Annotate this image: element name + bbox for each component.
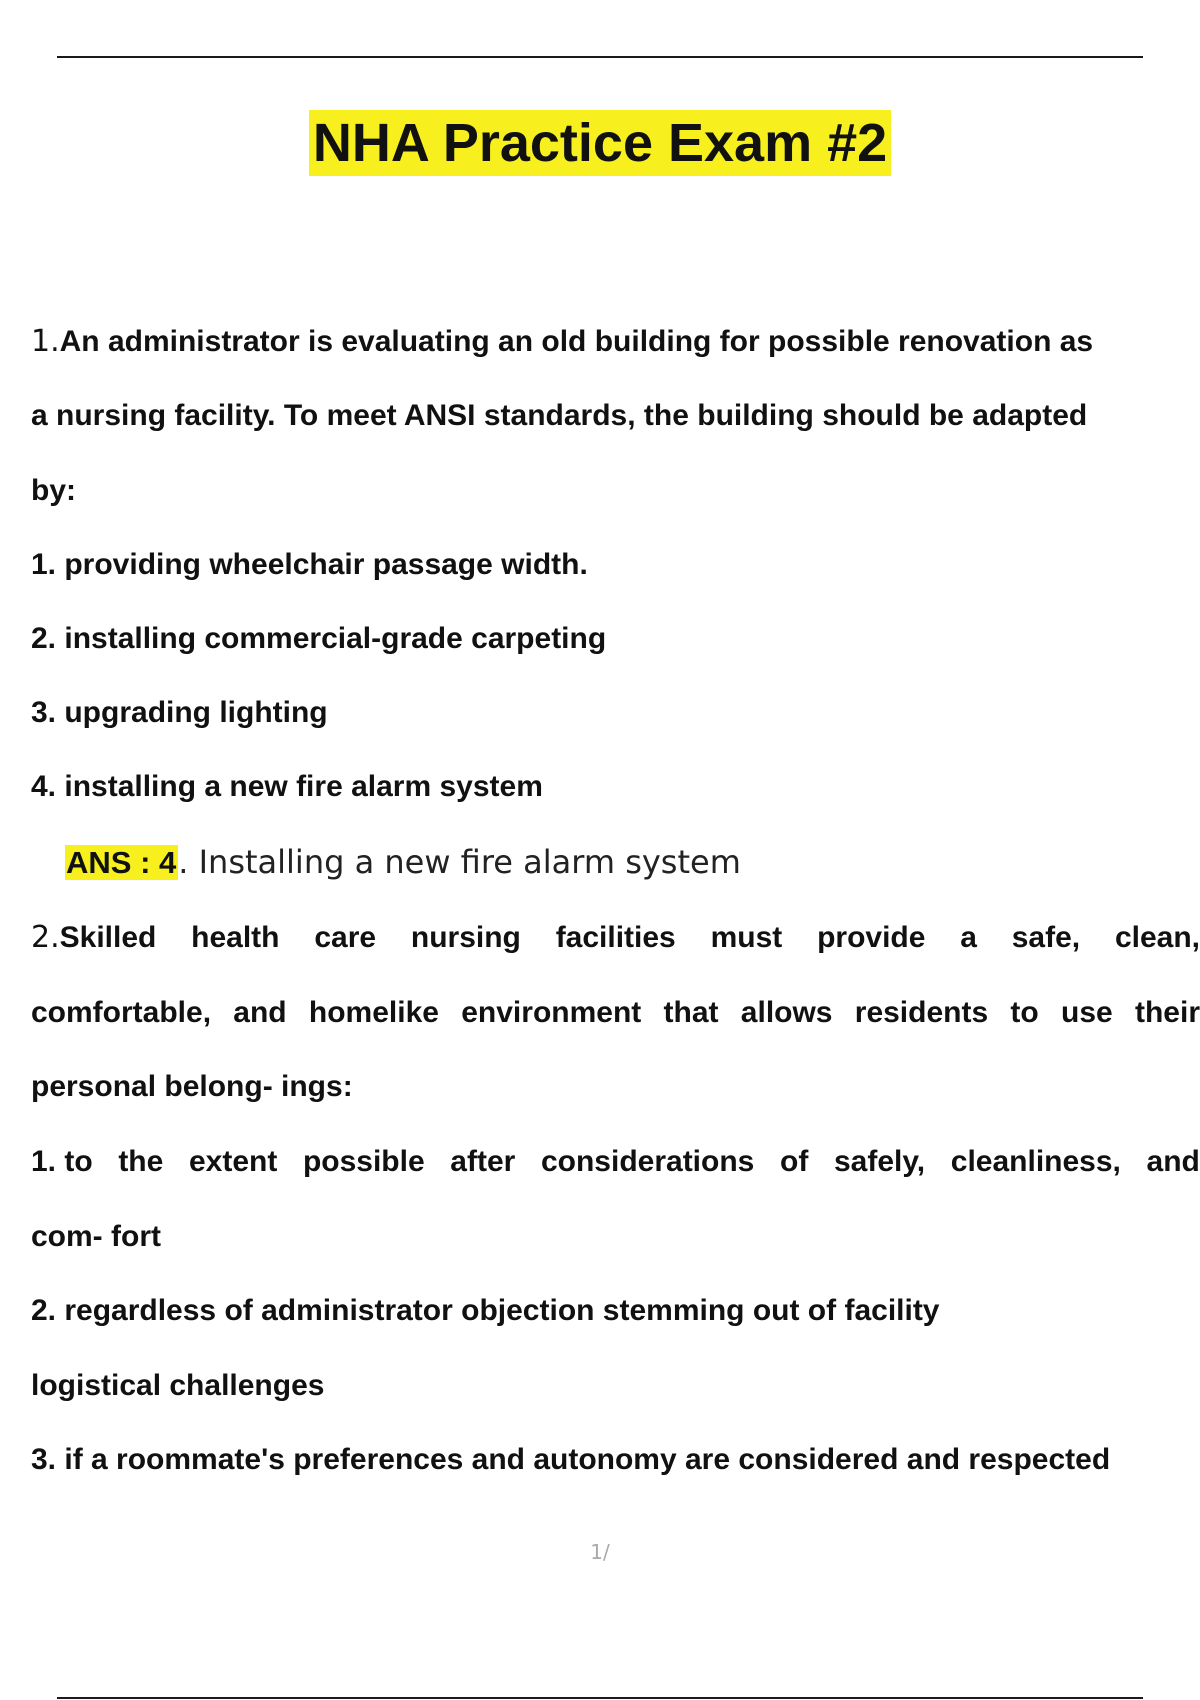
question-2-word: that [663, 996, 719, 1029]
option-word: after [450, 1145, 516, 1178]
question-2-word: health [191, 921, 280, 954]
top-rule [57, 56, 1143, 58]
question-2-option-1-continued: com- fort [31, 1220, 161, 1253]
question-2-word: Skilled [59, 921, 157, 954]
question-2-word: clean, [1114, 921, 1200, 954]
question-1-option-4: 4. installing a new fire alarm system [31, 770, 543, 803]
option-word: the [118, 1145, 164, 1178]
question-2-word: facilities [555, 921, 676, 954]
option-word: cleanliness, [950, 1145, 1121, 1178]
question-2-word: care [314, 921, 377, 954]
answer-text: . Installing a new fire alarm system [178, 843, 741, 881]
question-1-option-2: 2. installing commercial-grade carpeting [31, 622, 607, 655]
question-2-word: use [1061, 996, 1113, 1029]
option-word: and [1146, 1145, 1200, 1178]
option-word: possible [302, 1145, 425, 1178]
question-2-word: must [710, 921, 783, 954]
question-2-lead [31, 918, 156, 958]
question-2-word: nursing [410, 921, 521, 954]
question-2-word: environment [461, 996, 642, 1029]
question-1-line-3: by: [31, 474, 76, 507]
question-2-word: a [960, 921, 977, 954]
question-2-word: provide [817, 921, 926, 954]
question-2-word: and [233, 996, 287, 1029]
question-1-option-3: 3. upgrading lighting [31, 696, 328, 729]
question-1-answer [65, 842, 741, 883]
question-2-option-2-continued: logistical challenges [31, 1369, 325, 1402]
question-1-option-1: 1. providing wheelchair passage width. [31, 548, 588, 581]
option-word: considerations [540, 1145, 755, 1178]
question-1-line-1 [31, 322, 1093, 362]
question-2-word: comfortable, [31, 996, 212, 1029]
question-2-word: allows [740, 996, 833, 1029]
title-container [0, 110, 1200, 176]
question-2-word: to [1010, 996, 1039, 1029]
question-2-option-2: 2. regardless of administrator objection stemming out of facility [31, 1294, 940, 1327]
question-1-line-2: a nursing facility. To meet ANSI standards, the building should be adapted [31, 399, 1088, 432]
page-number: 1/ [590, 1540, 610, 1564]
option-word: extent [188, 1145, 278, 1178]
option-word: safely, [833, 1145, 926, 1178]
bottom-rule [57, 1697, 1143, 1699]
question-2-word: safe, [1011, 921, 1081, 954]
answer-label: ANS : 4 [66, 845, 177, 880]
question-2-word: homelike [308, 996, 439, 1029]
option-word: 1. to [31, 1145, 93, 1178]
question-1-number: 1. [31, 324, 60, 359]
page-title: NHA Practice Exam #2 [309, 110, 891, 176]
option-word: of [780, 1145, 809, 1178]
question-1-text-line-1: An administrator is evaluating an old building for possible renovation as [59, 325, 1094, 358]
question-2-line-2 [31, 993, 1200, 1033]
question-2-word: their [1134, 996, 1200, 1029]
question-2-line-3: personal belong- ings: [31, 1070, 353, 1103]
question-2-word: residents [854, 996, 989, 1029]
question-2-option-3: 3. if a roommate's preferences and autonomy are considered and respected [31, 1443, 1111, 1476]
question-2-option-1 [31, 1142, 1200, 1182]
question-2-number: 2. [31, 920, 60, 955]
question-2-line-1 [31, 918, 1200, 958]
